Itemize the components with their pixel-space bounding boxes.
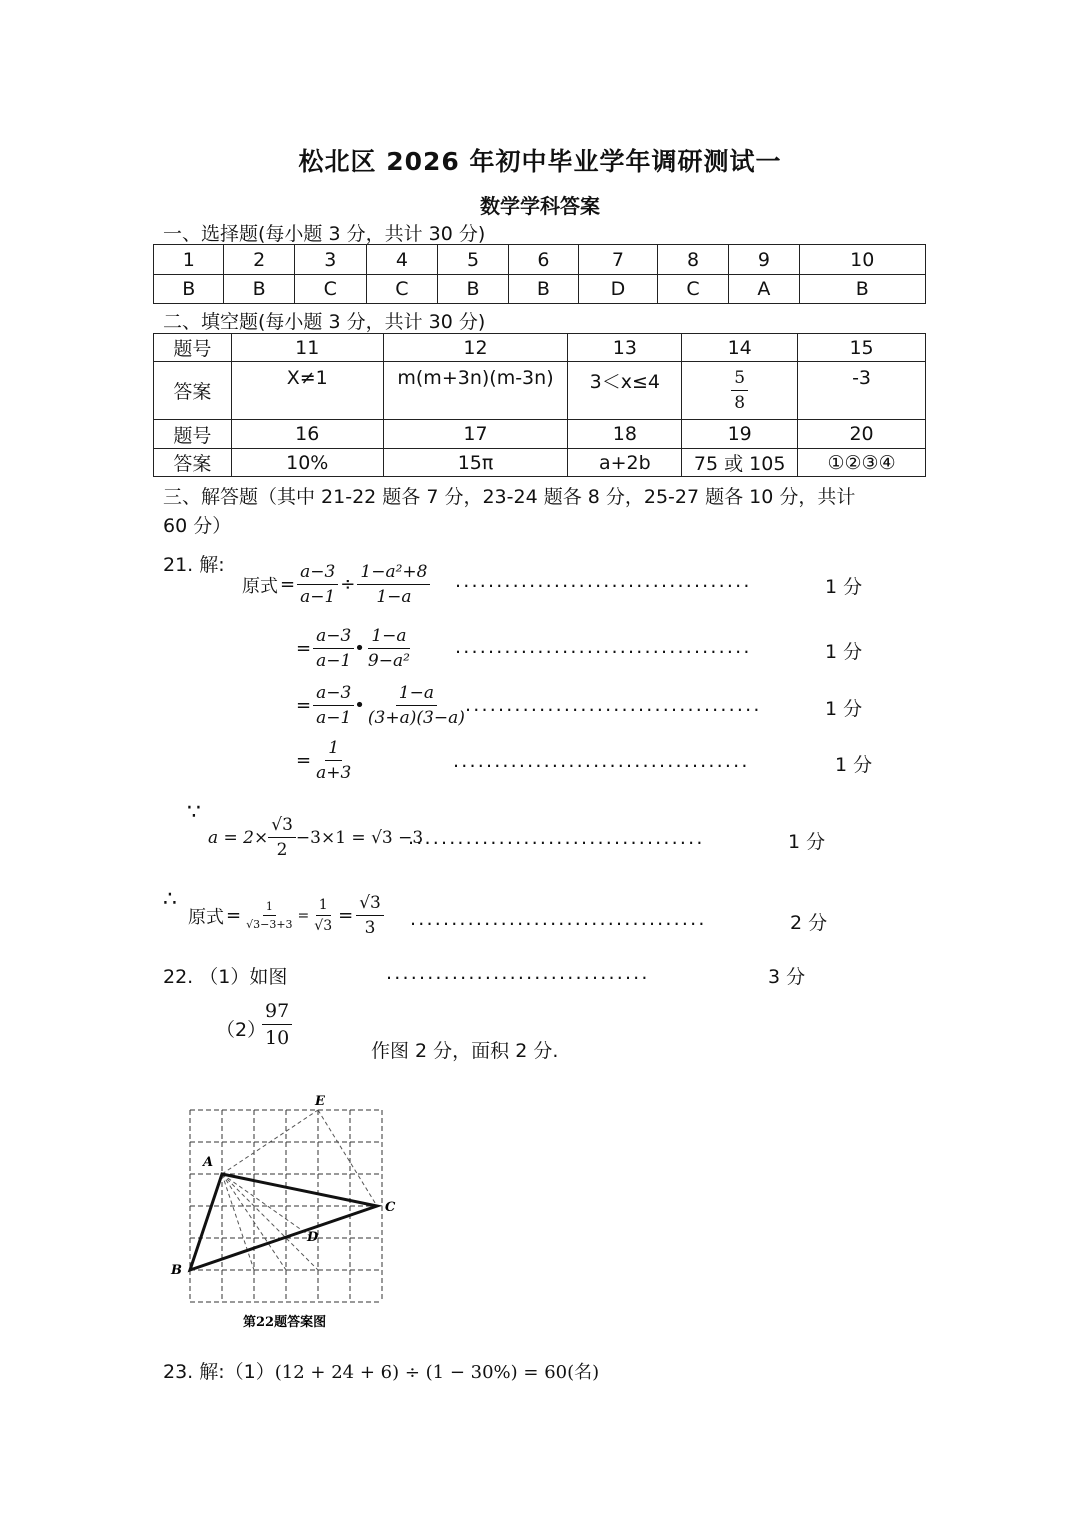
q21-step1 [242, 562, 430, 607]
fraction-numerator: 1 [263, 900, 276, 916]
fraction-numerator: 5 [731, 368, 748, 391]
fraction [365, 626, 413, 671]
score: 3 分 [768, 966, 806, 988]
choice-number-row [154, 245, 926, 275]
fill-number: 15 [798, 334, 926, 362]
page-title: 松北区 2026 年初中毕业学年调研测试一 [298, 147, 782, 176]
fill-number: 20 [798, 420, 926, 449]
fill-answer: 10% [231, 449, 383, 477]
page-subtitle: 数学学科答案 [480, 194, 600, 218]
fill-answer: a+2b [568, 449, 682, 477]
fraction [313, 738, 354, 783]
q22-area-fraction [262, 1000, 292, 1049]
q23-label: 23. 解:（1） [163, 1361, 275, 1383]
fraction-numerator: 97 [262, 1000, 292, 1025]
choice-number: 6 [508, 245, 578, 275]
prefix-text: 原式 [242, 575, 278, 597]
figure-caption: 第22题答案图 [243, 1315, 327, 1330]
choice-answer: B [508, 275, 578, 304]
dots-leader: .................................... [455, 636, 752, 658]
row-label: 答案 [154, 449, 232, 477]
choice-number: 7 [579, 245, 657, 275]
choice-number: 4 [366, 245, 438, 275]
fraction-denominator: 8 [734, 393, 746, 413]
times-dot: • [354, 695, 365, 716]
point-label-a: A [203, 1155, 214, 1170]
fraction-denominator: a−1 [316, 651, 352, 671]
fill-number: 18 [568, 420, 682, 449]
score: 1 分 [825, 698, 863, 720]
dots-leader: .................................... [410, 908, 707, 930]
fraction [313, 683, 354, 728]
choice-answer: C [657, 275, 729, 304]
equals-sign: = [338, 905, 354, 926]
section1-heading: 一、选择题(每小题 3 分，共计 30 分) [163, 223, 486, 245]
fraction-numerator: 1−a [396, 683, 437, 706]
fraction [243, 900, 295, 931]
choice-number: 8 [657, 245, 729, 275]
fraction-denominator: 1−a [376, 587, 412, 607]
fraction [313, 626, 354, 671]
fill-number: 11 [231, 334, 383, 362]
choice-number: 1 [154, 245, 224, 275]
q21-step4 [296, 738, 354, 783]
therefore-symbol: ∴ [163, 887, 177, 912]
fraction-numerator: 1 [316, 897, 331, 916]
fill-number-row [154, 420, 926, 449]
q22-label: 22. （1）如图 [163, 966, 288, 988]
fraction-numerator: a−3 [313, 683, 354, 706]
fill-answer: ①②③④ [798, 449, 926, 477]
triangle-abc [190, 1174, 377, 1270]
fraction-denominator: (3+a)(3−a) [367, 708, 465, 728]
fill-answer-row [154, 449, 926, 477]
q22-figure [165, 1090, 405, 1340]
section3-heading: 三、解答题（其中 21-22 题各 7 分，23-24 题各 8 分，25-27 题各 10 分，共计 [163, 486, 856, 508]
choice-answer: D [579, 275, 657, 304]
score: 1 分 [835, 754, 873, 776]
fraction-denominator: 3 [364, 918, 376, 938]
fraction-denominator: 9−a² [367, 651, 410, 671]
row-label: 题号 [154, 420, 232, 449]
fraction [297, 562, 338, 607]
fraction-numerator: 1−a²+8 [357, 562, 430, 585]
section2-heading: 二、填空题(每小题 3 分，共计 30 分) [163, 311, 486, 333]
choice-answer: B [224, 275, 294, 304]
score: 1 分 [825, 576, 863, 598]
fill-answer: -3 [798, 362, 926, 420]
because-symbol: ∵ [187, 800, 201, 825]
choice-number: 9 [729, 245, 799, 275]
fraction-denominator: a−1 [300, 587, 336, 607]
divide-sign: ÷ [340, 574, 356, 595]
fraction-numerator: √3 [268, 815, 296, 838]
fill-number: 16 [231, 420, 383, 449]
choice-number: 5 [438, 245, 508, 275]
q23-expression: (12 + 24 + 6) ÷ (1 − 30%) = 60(名) [274, 1361, 600, 1383]
fill-answer: m(m+3n)(m-3n) [383, 362, 568, 420]
choice-number: 2 [224, 245, 294, 275]
fraction-denominator: a+3 [316, 763, 352, 783]
dots-leader: .................................... [455, 570, 752, 592]
choice-answer: A [729, 275, 799, 304]
q21-step2 [296, 626, 413, 671]
equals-sign: = [296, 750, 312, 771]
equals-sign: = [226, 905, 242, 926]
row-label: 题号 [154, 334, 232, 362]
choice-answer: B [438, 275, 508, 304]
point-label-d: D [307, 1230, 319, 1245]
choice-answer-table [153, 244, 926, 304]
dots-leader: ................................ [386, 962, 650, 984]
point-label-e: E [315, 1094, 325, 1109]
fraction-numerator: 1 [325, 738, 342, 761]
fraction-denominator: √3 [314, 918, 333, 934]
choice-answer-row [154, 275, 926, 304]
fill-answer-table [153, 333, 926, 477]
choice-answer: B [154, 275, 224, 304]
fill-answer: 75 或 105 [682, 449, 798, 477]
fraction [268, 815, 296, 860]
fill-answer-row [154, 362, 926, 420]
prefix-text: 原式 [188, 906, 224, 928]
q23-line [163, 1357, 599, 1384]
fill-answer-q14 [682, 362, 798, 420]
fill-answer: 3＜x≤4 [568, 362, 682, 420]
fill-number: 14 [682, 334, 798, 362]
equals-sign: = [296, 695, 312, 716]
grid-lines [190, 1110, 382, 1302]
fill-number-row [154, 334, 926, 362]
fraction [365, 683, 468, 728]
times-dot: • [354, 638, 365, 659]
fraction-numerator: √3 [356, 893, 384, 916]
fill-number: 12 [383, 334, 568, 362]
choice-answer: B [799, 275, 925, 304]
a-rhs: −3×1 = √3 −3 [295, 827, 424, 848]
q21-step3 [296, 683, 468, 728]
fraction-numerator: a−3 [297, 562, 338, 585]
choice-number: 10 [799, 245, 925, 275]
fill-answer: X≠1 [231, 362, 383, 420]
fill-answer: 15π [383, 449, 568, 477]
point-label-c: C [385, 1200, 396, 1215]
fraction-denominator: 10 [265, 1027, 290, 1049]
fraction-denominator: √3−3+3 [246, 918, 293, 931]
q21-label: 21. 解: [163, 554, 225, 576]
fill-number: 19 [682, 420, 798, 449]
dots-leader: .................................... [408, 827, 705, 849]
equals-sign: = [280, 574, 296, 595]
fraction [262, 1000, 292, 1049]
q21-a-value [208, 815, 423, 860]
fill-number: 17 [383, 420, 568, 449]
fraction-denominator: a−1 [316, 708, 352, 728]
row-label: 答案 [154, 362, 232, 420]
fraction [356, 893, 384, 938]
a-lhs: a = 2× [208, 827, 269, 848]
score: 1 分 [788, 831, 826, 853]
score: 2 分 [790, 912, 828, 934]
fraction [357, 562, 430, 607]
choice-answer: C [366, 275, 438, 304]
equals-sign: = [297, 907, 310, 924]
choice-answer: C [294, 275, 366, 304]
dots-leader: .................................... [453, 750, 750, 772]
point-label-b: B [171, 1263, 182, 1278]
fraction-numerator: 1−a [368, 626, 409, 649]
fraction-numerator: a−3 [313, 626, 354, 649]
fraction [731, 368, 748, 413]
choice-number: 3 [294, 245, 366, 275]
fill-number: 13 [568, 334, 682, 362]
q21-final [188, 893, 384, 938]
fraction-denominator: 2 [276, 840, 288, 860]
section3-heading-cont: 60 分） [163, 515, 232, 537]
q22-part2-label: （2） [216, 1019, 267, 1041]
dots-leader: .................................... [465, 694, 762, 716]
score: 1 分 [825, 641, 863, 663]
fraction [311, 897, 335, 934]
q22-note: 作图 2 分，面积 2 分. [371, 1040, 559, 1062]
equals-sign: = [296, 638, 312, 659]
